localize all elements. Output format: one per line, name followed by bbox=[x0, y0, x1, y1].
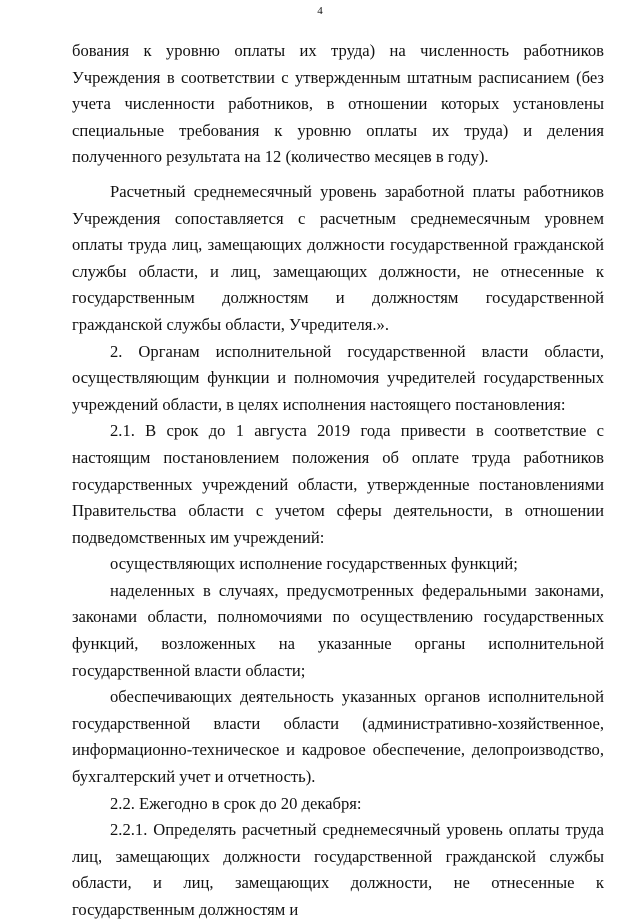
paragraph-item-2-2-1: 2.2.1. Определять расчетный среднемесячный уровень оплаты труда лиц, замещающих должности государственной гражданской службы области, и лиц, замещающих должности, не отнесенные к государственным должностям и bbox=[72, 820, 604, 919]
paragraph-list-item-2: наделенных в случаях, предусмотренных федеральными законами, законами области, полномочиями по осуществлению государственных функций, возложенных на указанные органы исполнительной государственной власти области; bbox=[72, 580, 604, 680]
paragraph-item-2-1: 2.1. В срок до 1 августа 2019 года привести в соответствие с настоящим постановлением положения об оплате труда работников государственных учреждений области, утвержденные постановлениями Правительства области с учетом сферы деятельности, в отношении подведомственных им учреждений: bbox=[72, 421, 604, 547]
paragraph-item-2-2: 2.2. Ежегодно в срок до 20 декабря: bbox=[110, 793, 362, 813]
document-body bbox=[72, 38, 604, 924]
paragraph-list-item-1: осуществляющих исполнение государственных функций; bbox=[110, 554, 518, 574]
paragraph-list-item-3: обеспечивающих деятельность указанных органов исполнительной государственной власти области (административно-хозяйственное, информационно-техническое и кадровое обеспечение, делопроизводство, бухгалтерский учет и отчетность). bbox=[72, 687, 604, 787]
page-number: 4 bbox=[317, 5, 323, 17]
paragraph-salary-comparison: Расчетный среднемесячный уровень заработной платы работников Учреждения сопоставляется с расчетным среднемесячным уровнем оплаты труда лиц, замещающих должности государственной гражданской службы области, и лиц, замещающих должности, не отнесенные к государственным должностям и должностям государственной гражданской службы области, Учредителя.». bbox=[72, 181, 604, 334]
paragraph-item-2: 2. Органам исполнительной государственной власти области, осуществляющим функции и полномочия учредителей государственных учреждений области, в целях исполнения настоящего постановления: bbox=[72, 341, 604, 414]
paragraph-continuation: бования к уровню оплаты их труда) на численность работников Учреждения в соответствии с утвержденным штатным расписанием (без учета численности работников, в отношении которых установлены специальные требования к уровню оплаты их труда) и деления полученного результата на 12 (количество месяцев в году). bbox=[72, 41, 604, 167]
